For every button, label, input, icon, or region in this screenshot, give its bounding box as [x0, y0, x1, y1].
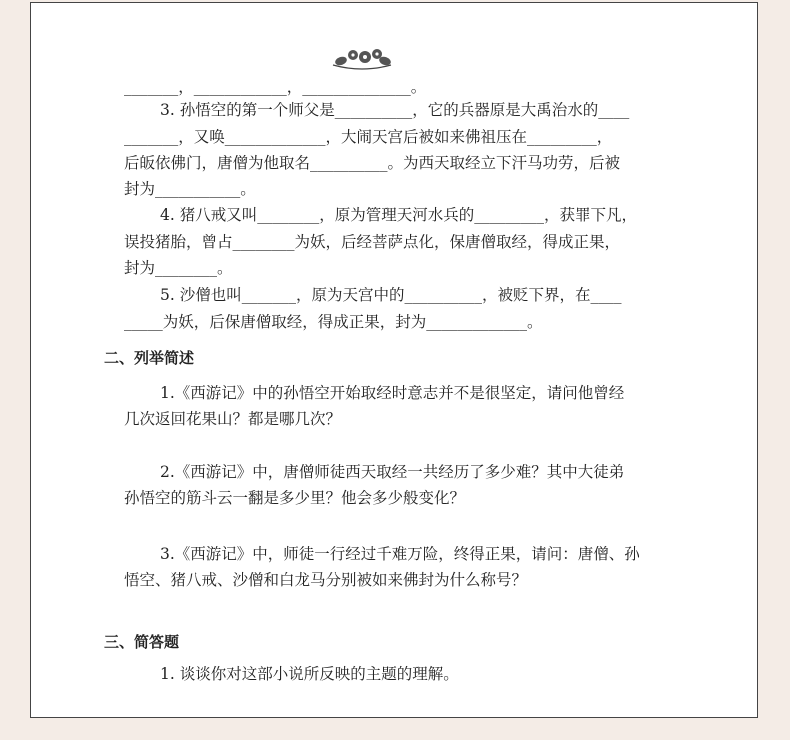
- flower-ornament-icon: [331, 43, 393, 71]
- fill-blank-line: 后皈依佛门，唐僧为他取名__________。为西天取经立下汗马功劳，后被: [124, 154, 621, 172]
- fill-blank-line: 4. 猪八戒又叫________，原为管理天河水兵的_________，获罪下凡，: [160, 206, 637, 224]
- question-text: 悟空、猪八戒、沙僧和白龙马分别被如来佛封为什么称号？: [124, 571, 528, 589]
- question-text: 1.《西游记》中的孙悟空开始取经时意志并不是很坚定，请问他曾经: [160, 384, 625, 402]
- question-text: 几次返回花果山？都是哪几次？: [124, 410, 342, 428]
- fill-blank-line: 3. 孙悟空的第一个师父是__________，它的兵器原是大禹治水的____: [160, 101, 630, 119]
- fill-blank-line: _______，____________，______________。: [124, 78, 427, 96]
- section-heading: 二、列举简述: [104, 349, 195, 367]
- section-heading: 三、简答题: [104, 633, 180, 651]
- fill-blank-line: _______，又唤_____________，大闹天宫后被如来佛祖压在_________，: [124, 128, 613, 146]
- question-text: 3.《西游记》中，师徒一行经过千难万险，终得正果，请问：唐僧、孙: [160, 545, 640, 563]
- fill-blank-line: 5. 沙僧也叫_______，原为天宫中的__________，被贬下界，在____: [160, 286, 622, 304]
- question-text: 孙悟空的筋斗云一翻是多少里？他会多少般变化？: [124, 489, 466, 507]
- fill-blank-line: 封为___________。: [124, 180, 256, 198]
- question-text: 1. 谈谈你对这部小说所反映的主题的理解。: [160, 665, 459, 683]
- fill-blank-line: 误投猪胎，曾占________为妖，后经菩萨点化，保唐僧取经，得成正果，: [124, 233, 621, 251]
- question-text: 2.《西游记》中，唐僧师徒西天取经一共经历了多少难？其中大徒弟: [160, 463, 625, 481]
- fill-blank-line: 封为________。: [124, 259, 233, 277]
- fill-blank-line: _____为妖，后保唐僧取经，得成正果，封为_____________。: [124, 313, 543, 331]
